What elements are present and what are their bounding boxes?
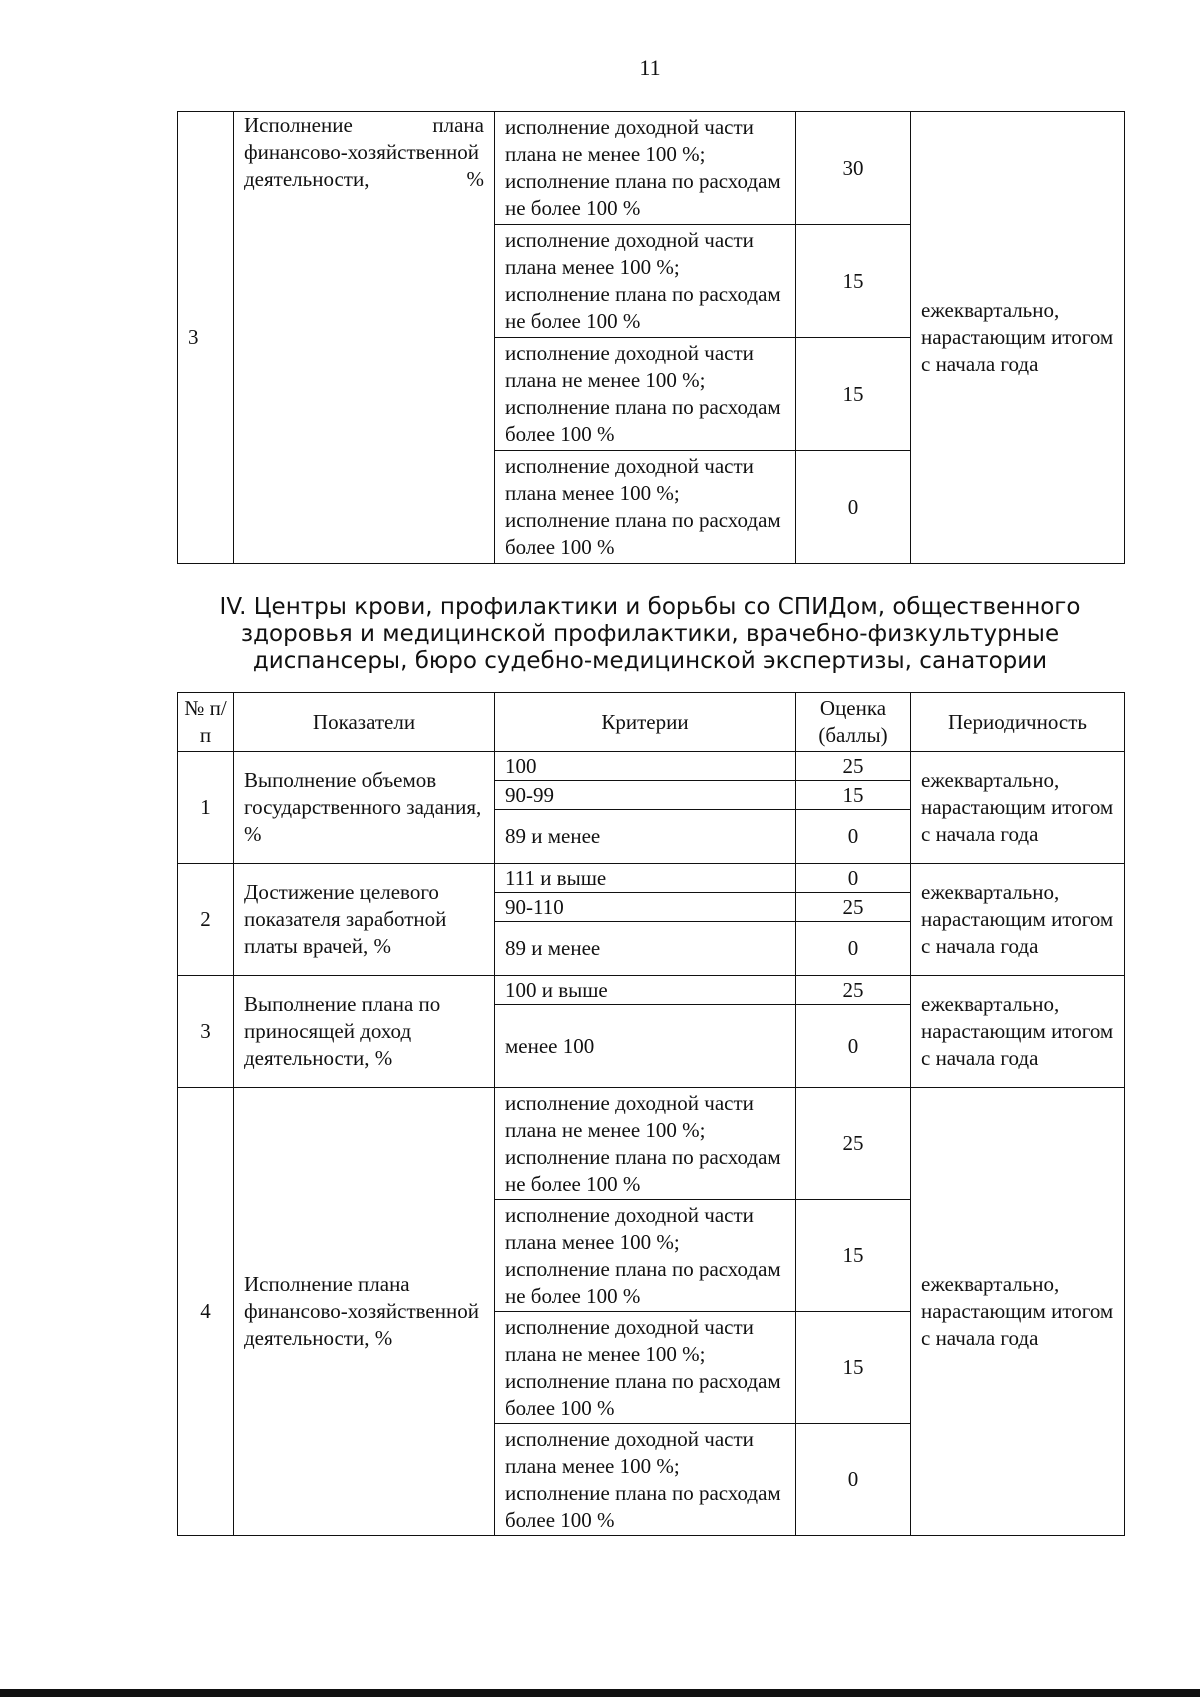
header-indicator: Показатели [234,693,495,752]
score-cell: 30 [796,112,911,225]
score-cell: 15 [796,225,911,338]
criterion-cell: исполнение доходной части плана не менее 100 %; исполнение плана по расходам не более 100 % [495,112,796,225]
table-row [178,112,1125,225]
periodicity-cell: ежеквартально, нарастающим итогом с начала года [911,976,1125,1088]
criterion-cell: 89 и менее [495,810,796,864]
criterion-cell: 90-99 [495,781,796,810]
score-cell: 0 [796,864,911,893]
indicator-cell: Выполнение объемов государственного задания, % [234,752,495,864]
criterion-cell: 100 [495,752,796,781]
indicator-cell: Достижение целевого показателя заработной платы врачей, % [234,864,495,976]
table-continuation [177,111,1125,564]
criterion-cell: 100 и выше [495,976,796,1005]
section-title-line: диспансеры, бюро судебно-медицинской экспертизы, санатории [252,648,1048,674]
table-row [178,752,1125,781]
section-title-line: IV. Центры крови, профилактики и борьбы со СПИДом, общественного [219,594,1081,620]
score-cell: 0 [796,922,911,976]
criterion-cell: исполнение доходной части плана менее 100 %; исполнение плана по расходам не более 100 % [495,225,796,338]
indicator-cell: Исполнение плана финансово-хозяйственной деятельности, % [234,1088,495,1536]
criterion-cell: менее 100 [495,1005,796,1088]
score-cell: 25 [796,752,911,781]
score-cell: 15 [796,338,911,451]
table-row [178,1088,1125,1200]
criterion-cell: исполнение доходной части плана не менее 100 %; исполнение плана по расходам более 100 % [495,338,796,451]
table-row [178,976,1125,1005]
criterion-cell: исполнение доходной части плана менее 100 %; исполнение плана по расходам не более 100 % [495,1200,796,1312]
table-row [178,864,1125,893]
score-cell: 0 [796,1005,911,1088]
score-cell: 0 [796,451,911,564]
row-number: 2 [178,864,234,976]
criterion-cell: исполнение доходной части плана менее 100 %; исполнение плана по расходам более 100 % [495,1424,796,1536]
page-number: 11 [639,55,661,80]
score-cell: 15 [796,781,911,810]
indicator-cell [234,112,495,564]
row-number: 1 [178,752,234,864]
header-score: Оценка (баллы) [796,693,911,752]
periodicity-cell: ежеквартально, нарастающим итогом с начала года [911,112,1125,564]
header-criteria: Критерии [495,693,796,752]
score-cell: 25 [796,1088,911,1200]
criterion-cell: исполнение доходной части плана не менее 100 %; исполнение плана по расходам не более 100 % [495,1088,796,1200]
header-row [178,693,1125,752]
score-cell: 25 [796,976,911,1005]
scan-edge-bar [0,1689,1200,1697]
section-title-line: здоровья и медицинской профилактики, врачебно-физкультурные [240,621,1060,647]
criterion-cell: исполнение доходной части плана не менее 100 %; исполнение плана по расходам более 100 % [495,1312,796,1424]
periodicity-cell: ежеквартально, нарастающим итогом с начала года [911,1088,1125,1536]
section-title [150,594,1150,675]
criterion-cell: 90-110 [495,893,796,922]
header-num: № п/п [178,693,234,752]
criterion-cell: 89 и менее [495,922,796,976]
row-number: 3 [178,112,234,564]
criterion-cell: исполнение доходной части плана менее 100 %; исполнение плана по расходам более 100 % [495,451,796,564]
row-number: 4 [178,1088,234,1536]
score-cell: 15 [796,1312,911,1424]
criterion-cell: 111 и выше [495,864,796,893]
periodicity-cell: ежеквартально, нарастающим итогом с начала года [911,752,1125,864]
row-number: 3 [178,976,234,1088]
header-periodicity: Периодичность [911,693,1125,752]
criteria-table [177,692,1125,1536]
indicator-text: Исполнение плана финансово-хозяйственной деятельности, % [244,113,484,191]
score-cell: 25 [796,893,911,922]
score-cell: 0 [796,1424,911,1536]
score-cell: 15 [796,1200,911,1312]
score-cell: 0 [796,810,911,864]
periodicity-cell: ежеквартально, нарастающим итогом с начала года [911,864,1125,976]
indicator-cell: Выполнение плана по приносящей доход деятельности, % [234,976,495,1088]
